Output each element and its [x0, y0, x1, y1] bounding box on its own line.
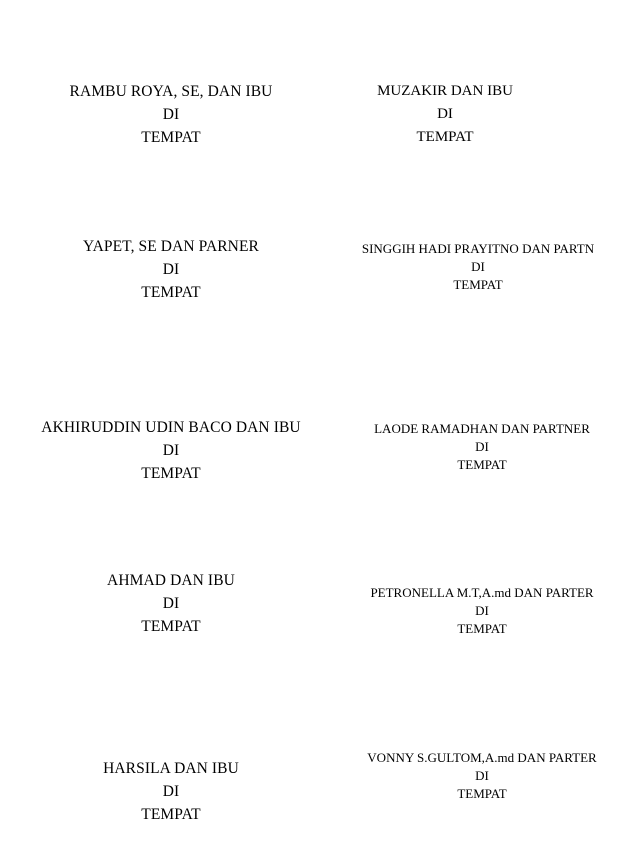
- recipient-place: TEMPAT: [141, 129, 201, 146]
- address-label-8: [334, 584, 630, 638]
- address-label-1: [30, 80, 312, 149]
- recipient-name: SINGGIH HADI PRAYITNO DAN PARTN: [361, 241, 595, 256]
- recipient-place: TEMPAT: [416, 129, 474, 145]
- recipient-di: DI: [437, 106, 453, 122]
- recipient-name: AHMAD DAN IBU: [107, 572, 235, 589]
- recipient-place: TEMPAT: [457, 786, 507, 801]
- recipient-name: LAODE RAMADHAN DAN PARTNER: [374, 421, 590, 436]
- recipient-di: DI: [475, 768, 489, 783]
- recipient-di: DI: [475, 439, 489, 454]
- recipient-di: DI: [162, 595, 180, 612]
- recipient-di: DI: [162, 783, 180, 800]
- address-label-10: [332, 749, 632, 803]
- recipient-place: TEMPAT: [453, 277, 503, 292]
- recipient-di: DI: [162, 106, 180, 123]
- recipient-di: DI: [475, 603, 489, 618]
- recipient-name: PETRONELLA M.T,A.md DAN PARTER: [370, 585, 594, 600]
- recipient-place: TEMPAT: [141, 284, 201, 301]
- recipient-di: DI: [162, 261, 180, 278]
- recipient-di: DI: [162, 442, 180, 459]
- address-label-2: [330, 80, 560, 149]
- recipient-name: YAPET, SE DAN PARNER: [83, 238, 259, 255]
- recipient-place: TEMPAT: [141, 618, 201, 635]
- address-label-3: [30, 235, 312, 304]
- recipient-place: TEMPAT: [457, 457, 507, 472]
- address-label-6: [332, 420, 632, 474]
- recipient-place: TEMPAT: [141, 465, 201, 482]
- recipient-place: TEMPAT: [141, 806, 201, 823]
- address-label-5: [26, 416, 316, 485]
- recipient-place: TEMPAT: [457, 621, 507, 636]
- recipient-name: RAMBU ROYA, SE, DAN IBU: [69, 83, 273, 100]
- recipient-name: HARSILA DAN IBU: [103, 760, 239, 777]
- recipient-name: AKHIRUDDIN UDIN BACO DAN IBU: [41, 419, 301, 436]
- recipient-name: VONNY S.GULTOM,A.md DAN PARTER: [367, 750, 597, 765]
- recipient-di: DI: [471, 259, 485, 274]
- address-label-9: [30, 757, 312, 826]
- address-label-4: [332, 240, 624, 294]
- recipient-name: MUZAKIR DAN IBU: [377, 83, 513, 99]
- address-label-7: [30, 569, 312, 638]
